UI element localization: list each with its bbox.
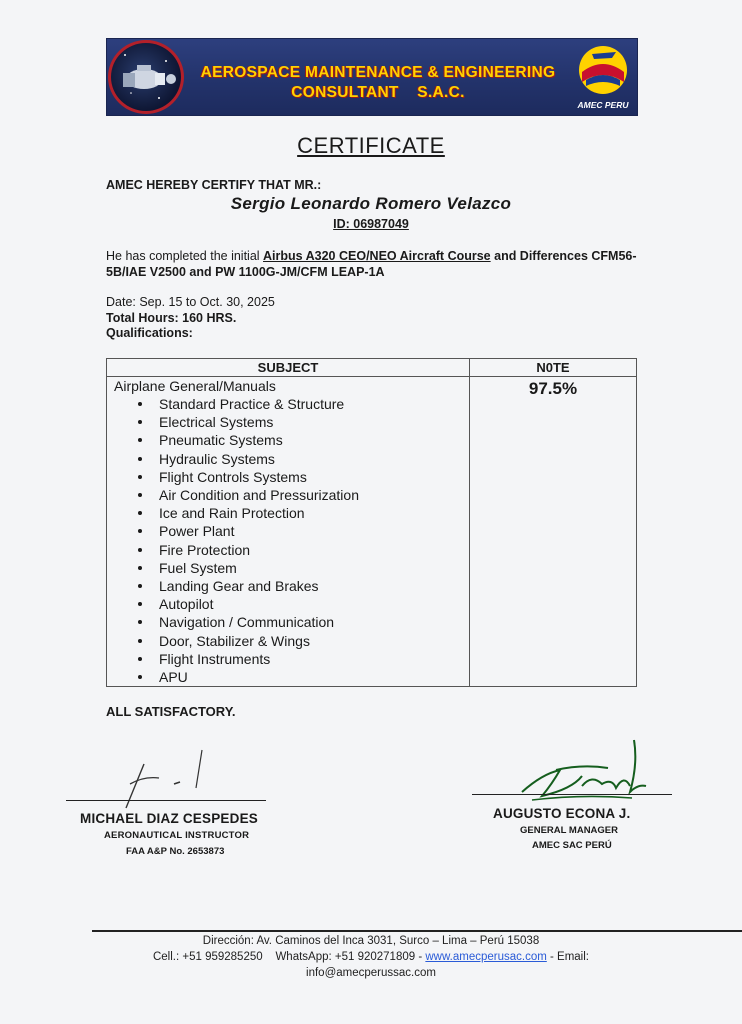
list-item: Air Condition and Pressurization	[138, 486, 469, 504]
result-statement: ALL SATISFACTORY.	[106, 704, 236, 719]
course-date: Date: Sep. 15 to Oct. 30, 2025	[106, 295, 275, 309]
signer-license-left: FAA A&P No. 2653873	[126, 846, 225, 857]
course-prefix: He has completed the initial	[106, 249, 264, 263]
list-item: Autopilot	[138, 595, 469, 613]
list-item: Pneumatic Systems	[138, 431, 469, 449]
course-suffix: and Differences CFM56-5B/IAE V2500 and PW 1100G-JM/CFM LEAP-1A	[106, 249, 637, 279]
signature-line-left	[66, 800, 266, 801]
qualifications-label: Qualifications:	[106, 326, 193, 340]
list-item: Hydraulic Systems	[138, 450, 469, 468]
footer-divider	[92, 930, 742, 932]
list-item: Flight Instruments	[138, 650, 469, 668]
signer-company-right: AMEC SAC PERÚ	[532, 840, 612, 851]
certificate-title: CERTIFICATE	[297, 133, 445, 158]
list-item: Ice and Rain Protection	[138, 504, 469, 522]
footer-whatsapp: WhatsApp: +51 920271809 -	[275, 951, 423, 963]
student-name: Sergio Leonardo Romero Velazco	[230, 194, 512, 213]
note-cell	[470, 377, 637, 687]
subjects-table	[106, 358, 637, 687]
list-item: Door, Stabilizer & Wings	[138, 632, 469, 650]
footer-email[interactable]: info@amecperussac.com	[306, 967, 436, 979]
list-item: Navigation / Communication	[138, 613, 469, 631]
footer-address: Dirección: Av. Caminos del Inca 3031, Surco – Lima – Perú 15038	[202, 935, 540, 947]
list-item: Landing Gear and Brakes	[138, 577, 469, 595]
note-value: 97.5%	[528, 379, 578, 398]
list-item: Electrical Systems	[138, 413, 469, 431]
list-item: Fuel System	[138, 559, 469, 577]
subject-header: SUBJECT	[107, 359, 470, 377]
footer-phone: Cell.: +51 959285250	[152, 951, 263, 963]
topics-list	[107, 395, 469, 686]
list-item: Power Plant	[138, 522, 469, 540]
course-description	[106, 248, 646, 280]
amec-peru-label: AMEC PERU	[577, 100, 629, 110]
student-id	[0, 217, 742, 231]
course-name: Airbus A320 CEO/NEO Aircraft Course	[263, 249, 491, 263]
footer-email-label: - Email:	[550, 951, 589, 963]
subject-cell	[107, 377, 470, 687]
list-item: Standard Practice & Structure	[138, 395, 469, 413]
signer-name-left: MICHAEL DIAZ CESPEDES	[80, 811, 258, 826]
course-meta	[106, 295, 275, 342]
top-topic: Airplane General/Manuals	[114, 378, 276, 394]
company-logo-left	[108, 40, 184, 114]
note-header: N0TE	[470, 359, 637, 377]
footer-contact	[0, 951, 742, 963]
footer-website-link[interactable]: www.amecperusac.com	[425, 951, 547, 963]
list-item: Flight Controls Systems	[138, 468, 469, 486]
signature-line-right	[472, 794, 672, 795]
signature-right	[512, 734, 662, 814]
signer-name-right: AUGUSTO ECONA J.	[493, 806, 631, 821]
company-name-line2: CONSULTANT S.A.C.	[291, 84, 465, 101]
total-hours: Total Hours: 160 HRS.	[106, 310, 237, 325]
signer-role-left: AERONAUTICAL INSTRUCTOR	[104, 830, 250, 841]
list-item: Fire Protection	[138, 541, 469, 559]
signer-role-right: GENERAL MANAGER	[520, 825, 618, 836]
signature-left	[104, 746, 214, 816]
student-id-text: ID: 06987049	[333, 217, 409, 231]
company-name-line1: AEROSPACE MAINTENANCE & ENGINEERING	[200, 64, 556, 81]
list-item: APU	[138, 668, 469, 686]
certify-lead: AMEC HEREBY CERTIFY THAT MR.:	[106, 178, 322, 192]
